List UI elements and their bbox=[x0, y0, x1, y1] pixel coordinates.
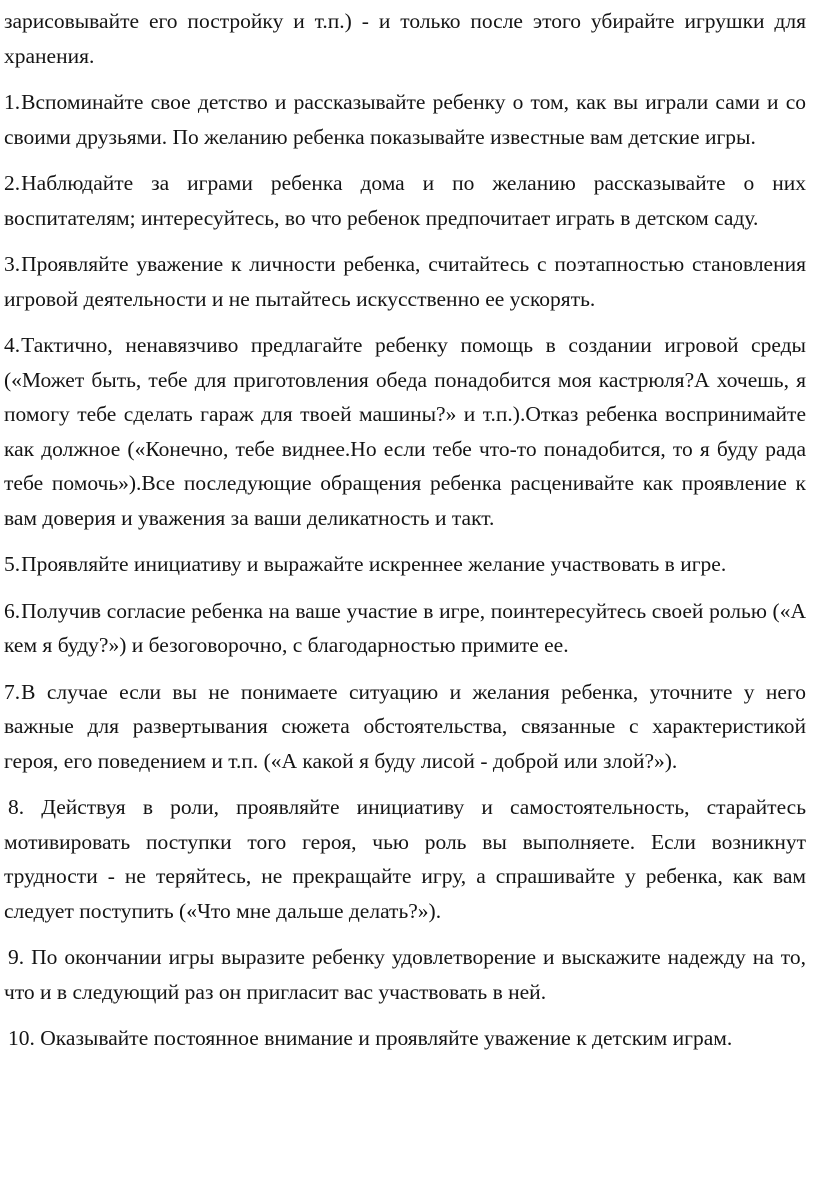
list-item-text: Проявляйте инициативу и выражайте искреннее желание участвовать в игре. bbox=[21, 552, 727, 576]
list-item-number: 1. bbox=[4, 90, 21, 114]
list-item-number: 6. bbox=[4, 598, 21, 623]
list-item-text: Получив согласие ребенка на ваше участие в игре, поинтересуйтесь своей ролью («А кем я буду?») и безоговорочно, с благодарностью примите ее. bbox=[4, 598, 806, 657]
list-item-text: Проявляйте уважение к личности ребенка, считайтесь с поэтапностью становления игровой деятельности и не пытайтесь искусственно ее ускорять. bbox=[4, 252, 806, 311]
list-item-number: 2. bbox=[4, 171, 21, 195]
list-item-text: По окончании игры выразите ребенку удовлетворение и выскажите надежду на то, что и в следующий раз он пригласит вас участвовать в ней. bbox=[4, 945, 807, 1004]
list-item bbox=[4, 1021, 806, 1056]
list-item bbox=[4, 940, 806, 1009]
list-item bbox=[4, 247, 806, 316]
list-item-number: 7. bbox=[4, 679, 21, 704]
list-item bbox=[4, 594, 806, 663]
list-item-text: Оказывайте постоянное внимание и проявляйте уважение к детским играм. bbox=[40, 1026, 733, 1050]
list-item bbox=[4, 675, 806, 779]
list-item bbox=[4, 166, 806, 235]
list-item-text: Действуя в роли, проявляйте инициативу и самостоятельность, старайтесь мотивировать поступки того героя, чью роль вы выполняете. Если возникнут трудности - не теряйтесь, не прекращайте игру, а спрашивайте у ребенка, как вам следует поступить («Что мне дальше делать?»). bbox=[4, 795, 806, 923]
list-item bbox=[4, 547, 806, 582]
list-item-text: Вспоминайте свое детство и рассказывайте ребенку о том, как вы играли сами и со своими друзьями. По желанию ребенка показывайте известные вам детские игры. bbox=[4, 90, 806, 149]
list-item-number: 3. bbox=[4, 252, 21, 276]
list-item-number: 9. bbox=[8, 945, 25, 969]
list-item bbox=[4, 328, 806, 535]
list-item-text: В случае если вы не понимаете ситуацию и желания ребенка, уточните у него важные для развертывания сюжета обстоятельства, связанные с характеристикой героя, его поведением и т.п. («А какой я буду лисой - доброй или злой?»). bbox=[4, 679, 806, 773]
list-item-text: Тактично, ненавязчиво предлагайте ребенку помощь в создании игровой среды («Может быть, тебе для приготовления обеда понадобится моя кастрюля?А хочешь, я помогу тебе сделать гараж для твоей машины?» и т.п.).Отказ ребенка воспринимайте как должное («Конечно, тебе виднее.Но если тебе что-то понадобится, то я буду рада тебе помочь»).Все последующие обращения ребенка расценивайте как проявление к вам доверия и уважения за ваши деликатность и такт. bbox=[4, 333, 806, 530]
list-item-number: 10. bbox=[8, 1026, 35, 1050]
intro-paragraph: зарисовывайте его постройку и т.п.) - и только после этого убирайте игрушки для хранения. bbox=[4, 9, 806, 68]
list-item bbox=[4, 85, 806, 154]
list-item bbox=[4, 790, 806, 928]
list-item-text: Наблюдайте за играми ребенка дома и по желанию рассказывайте о них воспитателям; интересуйтесь, во что ребенок предпочитает играть в детском саду. bbox=[4, 171, 806, 230]
list-item-number: 5. bbox=[4, 552, 21, 576]
list-item-number: 4. bbox=[4, 333, 21, 357]
list-item-number: 8. bbox=[8, 795, 25, 819]
